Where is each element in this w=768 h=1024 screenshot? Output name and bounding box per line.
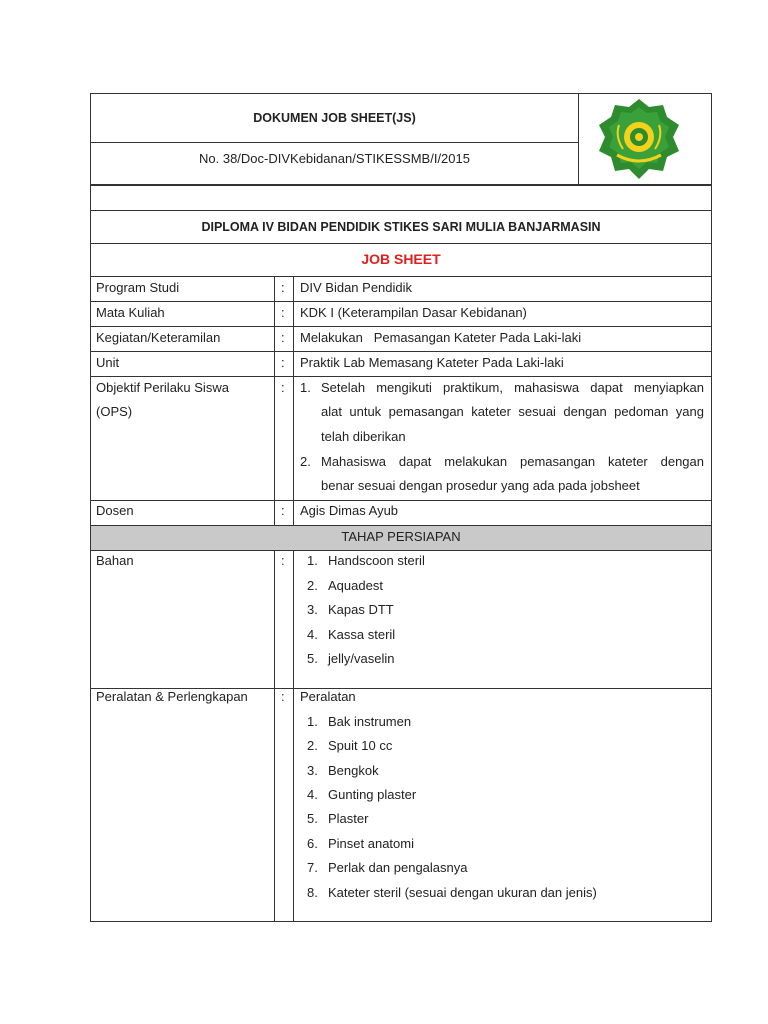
- objective-1-number: 1.: [300, 380, 311, 395]
- objective-1-line-1: Setelah mengikuti praktikum, mahasiswa dapat menyiapkan: [321, 380, 704, 395]
- peralatan-item-number: 8.: [307, 885, 318, 900]
- peralatan-item: Plaster: [328, 811, 369, 826]
- peralatan-item-number: 7.: [307, 860, 318, 875]
- institution-emblem-icon: [593, 97, 685, 181]
- peralatan-item-number: 4.: [307, 787, 318, 802]
- document-title: DOKUMEN JOB SHEET(JS): [253, 111, 416, 125]
- peralatan-item-number: 5.: [307, 811, 318, 826]
- institution-name: DIPLOMA IV BIDAN PENDIDIK STIKES SARI MULIA BANJARMASIN: [201, 220, 601, 234]
- peralatan-subheading: Peralatan: [300, 689, 356, 704]
- separator: :: [281, 330, 285, 345]
- objective-1-line-3: telah diberikan: [321, 429, 406, 444]
- label-mata-kuliah: Mata Kuliah: [96, 305, 165, 320]
- value-unit: Praktik Lab Memasang Kateter Pada Laki-laki: [300, 355, 564, 370]
- peralatan-item-number: 6.: [307, 836, 318, 851]
- objective-1-line-2: alat untuk pemasangan kateter sesuai dengan pedoman yang: [321, 404, 704, 419]
- separator: :: [281, 689, 285, 704]
- bahan-item: Aquadest: [328, 578, 383, 593]
- sheet-title: JOB SHEET: [361, 251, 441, 267]
- peralatan-item: Bengkok: [328, 763, 379, 778]
- separator: :: [281, 280, 285, 295]
- separator: :: [281, 355, 285, 370]
- label-bahan: Bahan: [96, 553, 134, 568]
- peralatan-item: Kateter steril (sesuai dengan ukuran dan jenis): [328, 885, 597, 900]
- bahan-item: Kassa steril: [328, 627, 396, 642]
- label-dosen: Dosen: [96, 503, 134, 518]
- peralatan-item-number: 2.: [307, 738, 318, 753]
- objective-2-number: 2.: [300, 454, 311, 469]
- value-kegiatan: Melakukan Pemasangan Kateter Pada Laki-laki: [300, 330, 582, 345]
- value-mata-kuliah: KDK I (Keterampilan Dasar Kebidanan): [300, 305, 527, 320]
- document-number: No. 38/Doc-DIVKebidanan/STIKESSMB/I/2015: [199, 151, 470, 166]
- peralatan-item: Gunting plaster: [328, 787, 417, 802]
- separator: :: [281, 503, 285, 518]
- bahan-item-number: 3.: [307, 602, 318, 617]
- bahan-item-number: 1.: [307, 553, 318, 568]
- label-peralatan: Peralatan & Perlengkapan: [96, 689, 248, 704]
- label-program-studi: Program Studi: [96, 280, 180, 295]
- peralatan-item: Perlak dan pengalasnya: [328, 860, 468, 875]
- objective-2-line-1: Mahasiswa dapat melakukan pemasangan kateter dengan: [321, 454, 704, 469]
- label-kegiatan: Kegiatan/Keteramilan: [96, 330, 221, 345]
- bahan-item-number: 5.: [307, 651, 318, 666]
- bahan-item: jelly/vaselin: [328, 651, 395, 666]
- bahan-item-number: 2.: [307, 578, 318, 593]
- separator: :: [281, 553, 285, 568]
- section-tahap-persiapan: TAHAP PERSIAPAN: [341, 529, 461, 544]
- separator: :: [281, 305, 285, 320]
- peralatan-item-number: 3.: [307, 763, 318, 778]
- bahan-item: Kapas DTT: [328, 602, 394, 617]
- objective-2-line-2: benar sesuai dengan prosedur yang ada pada jobsheet: [321, 478, 640, 493]
- peralatan-item-number: 1.: [307, 714, 318, 729]
- label-objektif: Objektif Perilaku Siswa: [96, 380, 229, 395]
- value-dosen: Agis Dimas Ayub: [300, 503, 399, 518]
- bahan-item-number: 4.: [307, 627, 318, 642]
- peralatan-item: Pinset anatomi: [328, 836, 414, 851]
- label-objektif-ops: (OPS): [96, 404, 133, 419]
- bahan-item: Handscoon steril: [328, 553, 425, 568]
- peralatan-item: Spuit 10 cc: [328, 738, 393, 753]
- value-program-studi: DIV Bidan Pendidik: [300, 280, 413, 295]
- label-unit: Unit: [96, 355, 120, 370]
- peralatan-item: Bak instrumen: [328, 714, 412, 729]
- separator: :: [281, 380, 285, 395]
